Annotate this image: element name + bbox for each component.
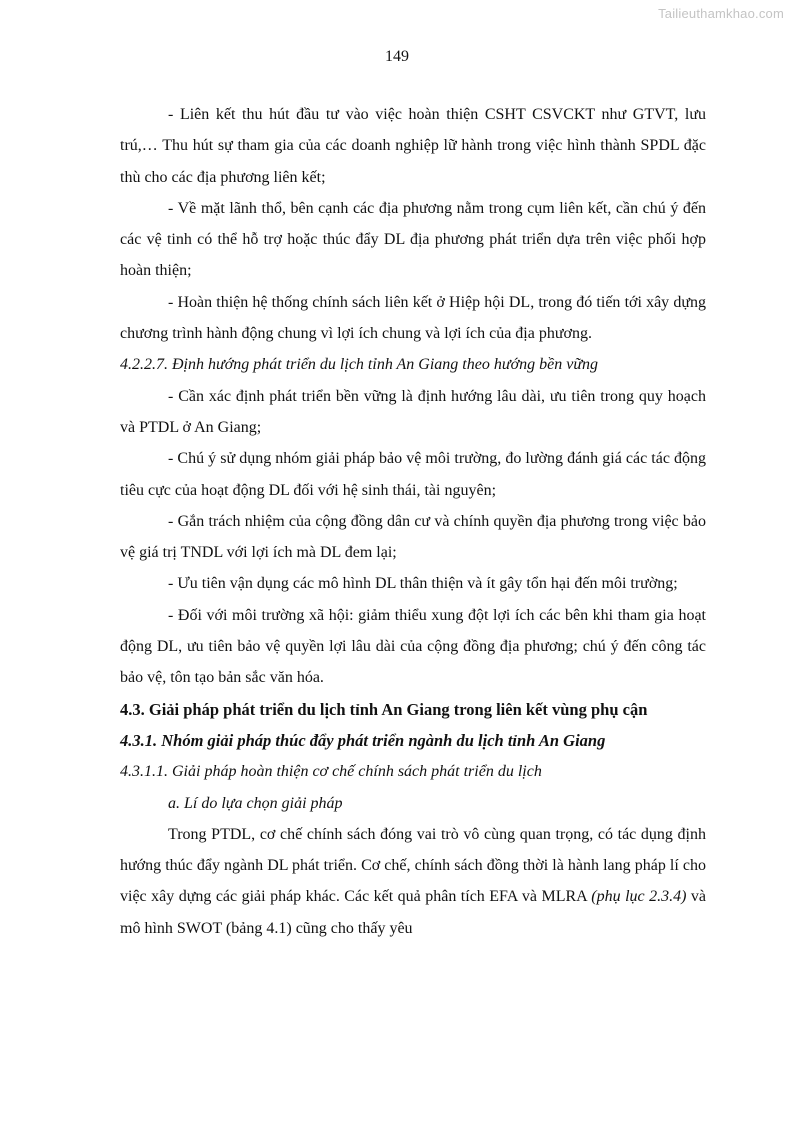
paragraph: - Ưu tiên vận dụng các mô hình DL thân thiện và ít gây tổn hại đến môi trường;	[168, 575, 678, 593]
page-body	[120, 99, 706, 944]
sub-heading-a: a. Lí do lựa chọn giải pháp	[168, 794, 343, 812]
section-heading-4-2-2-7: 4.2.2.7. Định hướng phát triển du lịch tỉnh An Giang theo hướng bền vững	[120, 356, 599, 374]
page-number: 149	[385, 48, 409, 65]
section-heading-4-3: 4.3. Giải pháp phát triển du lịch tỉnh An Giang trong liên kết vùng phụ cận	[120, 699, 648, 719]
paragraph	[120, 819, 706, 944]
appendix-reference: (phụ lục 2.3.4)	[591, 888, 687, 906]
watermark: Tailieuthamkhao.com	[658, 6, 784, 21]
paragraph: - Về mặt lãnh thổ, bên cạnh các địa phương nằm trong cụm liên kết, cần chú ý đến các vệ tinh có thể hỗ trợ hoặc thúc đẩy DL địa phương phát triển dựa trên việc phối hợp hoàn thiện;	[120, 199, 706, 280]
paragraph: - Liên kết thu hút đầu tư vào việc hoàn thiện CSHT CSVCKT như GTVT, lưu trú,… Thu hút sự tham gia của các doanh nghiệp lữ hành trong việc hình thành SPDL đặc thù cho các địa phương liên kết;	[120, 106, 706, 186]
section-heading-4-3-1: 4.3.1. Nhóm giải pháp thúc đẩy phát triển ngành du lịch tỉnh An Giang	[120, 730, 606, 750]
paragraph: - Gắn trách nhiệm của cộng đồng dân cư và chính quyền địa phương trong việc bảo vệ giá trị TNDL với lợi ích mà DL đem lại;	[120, 512, 706, 562]
paragraph: - Chú ý sử dụng nhóm giải pháp bảo vệ môi trường, đo lường đánh giá các tác động tiêu cực của hoạt động DL đối với hệ sinh thái, tài nguyên;	[120, 450, 706, 499]
paragraph-text: và mô hình SWOT (bảng 4.1) cũng cho thấy yêu	[120, 888, 706, 937]
section-heading-4-3-1-1: 4.3.1.1. Giải pháp hoàn thiện cơ chế chính sách phát triển du lịch	[120, 763, 542, 781]
paragraph: - Cần xác định phát triển bền vững là định hướng lâu dài, ưu tiên trong quy hoạch và PTDL ở An Giang;	[120, 387, 706, 436]
paragraph: - Hoàn thiện hệ thống chính sách liên kết ở Hiệp hội DL, trong đó tiến tới xây dựng chương trình hành động chung vì lợi ích chung và lợi ích của địa phương.	[120, 293, 706, 343]
paragraph: - Đối với môi trường xã hội: giảm thiểu xung đột lợi ích các bên khi tham gia hoạt động DL, ưu tiên bảo vệ quyền lợi lâu dài của cộng đồng địa phương; chú ý đến công tác bảo vệ, tôn tạo bản sắc văn hóa.	[120, 606, 706, 687]
paragraph-text: Trong PTDL, cơ chế chính sách đóng vai trò vô cùng quan trọng, có tác dụng định hướng thúc đẩy ngành DL phát triển. Cơ chế, chính sách đồng thời là hành lang pháp lí cho việc xây dựng các giải pháp khác. Các kết quả phân tích EFA và MLRA	[120, 825, 706, 906]
